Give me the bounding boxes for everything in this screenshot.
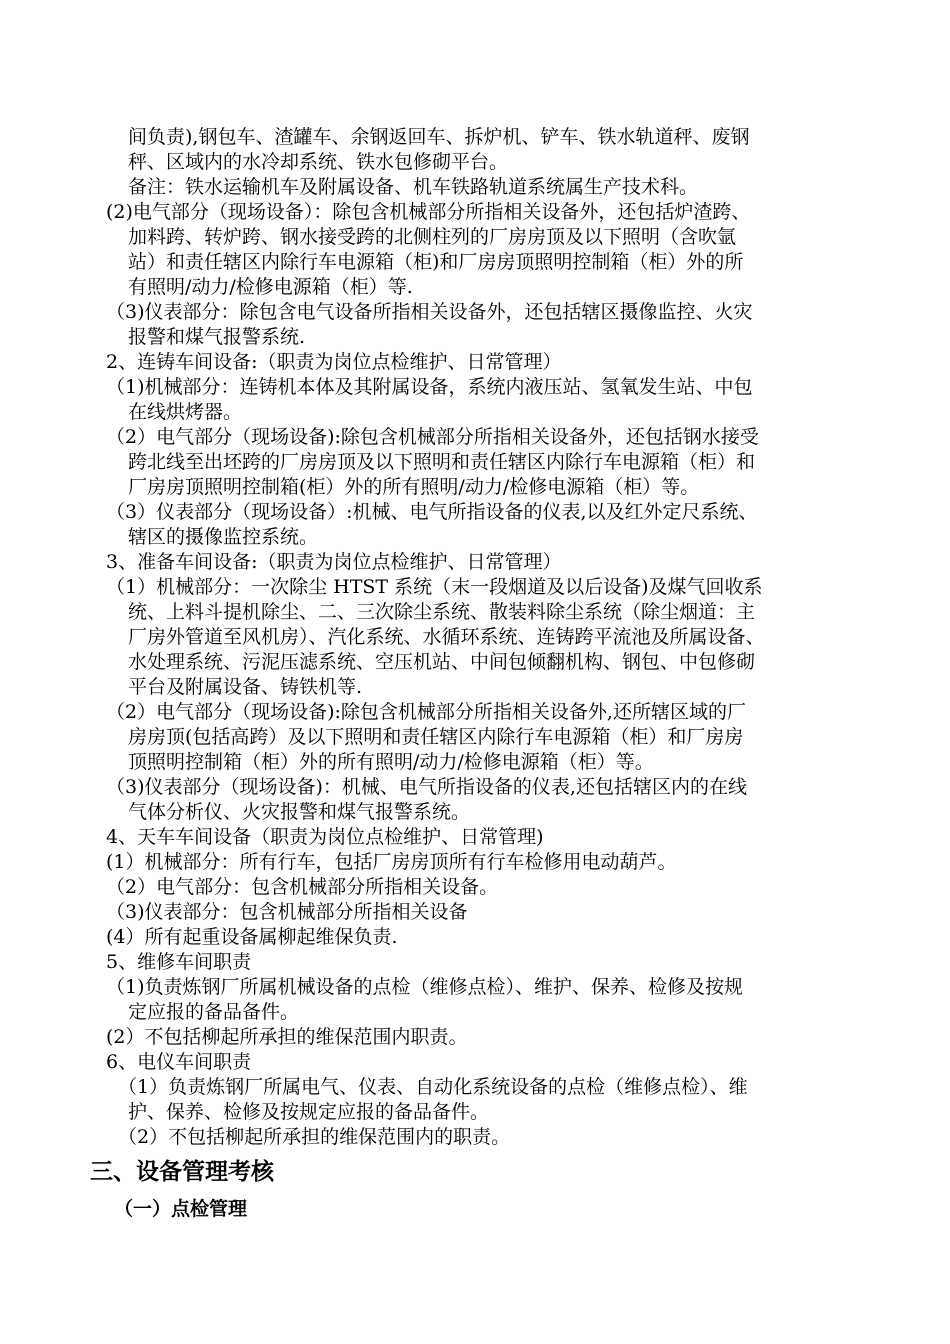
text-line: 顶照明控制箱（柜）外的所有照明/动力/检修电源箱（柜）等。 [128, 751, 654, 773]
text-line: 站）和责任辖区内除行车电源箱（柜)和厂房房顶照明控制箱（柜）外的所 [128, 251, 744, 273]
text-line: （3)仪表部分（现场设备)：机械、电气所指设备的仪表,还包括辖区内的在线 [106, 776, 747, 798]
text-line: （2）电气部分（现场设备):除包含机械部分所指相关设备外，还包括钢水接受 [106, 426, 759, 448]
section-item-heading: 3、准备车间设备:（职责为岗位点检维护、日常管理） [106, 551, 562, 573]
text-line: 统、上料斗提机除尘、二、三次除尘系统、散装料除尘系统（除尘烟道：主 [128, 601, 756, 623]
text-line: 秤、区域内的水冷却系统、铁水包修砌平台。 [128, 151, 509, 173]
text-line: 厂房房顶照明控制箱(柜）外的所有照明/动力/检修电源箱（柜）等。 [128, 476, 700, 498]
text-line: 跨北线至出坯跨的厂房房顶及以下照明和责任辖区内除行车电源箱（柜）和 [128, 451, 756, 473]
text-line: （1）机械部分：一次除尘 HTST 系统（末一段烟道及以后设备)及煤气回收系 [106, 576, 763, 598]
section-item-heading: 5、维修车间职责 [106, 951, 252, 973]
text-line: 辖区的摄像监控系统。 [128, 526, 319, 548]
text-line: （1)机械部分：连铸机本体及其附属设备，系统内液压站、氢氧发生站、中包 [106, 376, 753, 398]
text-line: 厂房外管道至风机房）、汽化系统、水循环系统、连铸跨平流池及所属设备、 [128, 626, 765, 648]
text-line: (1）机械部分：所有行车，包括厂房房顶所有行车检修用电动葫芦。 [106, 851, 677, 873]
text-line: （2）电气部分（现场设备):除包含机械部分所指相关设备外,还所辖区域的厂 [106, 701, 746, 723]
text-line: 间负责),钢包车、渣罐车、余钢返回车、拆炉机、铲车、铁水轨道秤、废钢 [128, 126, 750, 148]
text-line: 平台及附属设备、铸铁机等. [128, 676, 363, 698]
text-line: (2）不包括柳起所承担的维保范围内职责。 [106, 1026, 468, 1048]
text-line: 在线烘烤器。 [128, 401, 243, 423]
text-line: （3)仪表部分：除包含电气设备所指相关设备外，还包括辖区摄像监控、火灾 [106, 301, 753, 323]
text-line: 护、保养、检修及按规定应报的备品备件。 [128, 1101, 490, 1123]
text-line: （1)负责炼钢厂所属机械设备的点检（维修点检）、维护、保养、检修及按规 [106, 976, 744, 998]
text-line: (4）所有起重设备属柳起维保负责. [106, 926, 398, 948]
section-item-heading: 4、天车车间设备（职责为岗位点检维护、日常管理) [106, 826, 544, 848]
text-line: （2）电气部分：包含机械部分所指相关设备。 [106, 876, 499, 898]
subsection-heading: （一）点检管理 [114, 1198, 248, 1220]
text-line: （1）负责炼钢厂所属电气、仪表、自动化系统设备的点检（维修点检）、维 [118, 1076, 748, 1098]
text-line: 水处理系统、污泥压滤系统、空压机站、中间包倾翻机构、钢包、中包修砌 [128, 651, 756, 673]
text-line: 房房顶(包括高跨）及以下照明和责任辖区内除行车电源箱（柜）和厂房房 [128, 726, 744, 748]
text-line: 气体分析仪、火灾报警和煤气报警系统。 [128, 801, 471, 823]
section-item-heading: 2、连铸车间设备:（职责为岗位点检维护、日常管理） [106, 351, 562, 373]
text-line: 报警和煤气报警系统. [128, 326, 306, 348]
section-item-heading: 6、电仪车间职责 [106, 1051, 252, 1073]
text-line: （3）仪表部分（现场设备）:机械、电气所指设备的仪表,以及红外定尺系统、 [106, 501, 758, 523]
text-line: (2)电气部分（现场设备）：除包含机械部分所指相关设备外，还包括炉渣跨、 [106, 201, 751, 223]
text-line: 备注：铁水运输机车及附属设备、机车铁路轨道系统属生产技术科。 [128, 176, 699, 198]
text-line: （3)仪表部分：包含机械部分所指相关设备 [106, 901, 468, 923]
text-line: 定应报的备品备件。 [128, 1001, 300, 1023]
text-line: 加料跨、转炉跨、钢水接受跨的北侧柱列的厂房房顶及以下照明（含吹氩 [128, 226, 737, 248]
text-line: 有照明/动力/检修电源箱（柜）等. [128, 276, 413, 298]
section-heading: 三、设备管理考核 [90, 1159, 274, 1185]
text-line: （2）不包括柳起所承担的维保范围内的职责。 [118, 1126, 511, 1148]
